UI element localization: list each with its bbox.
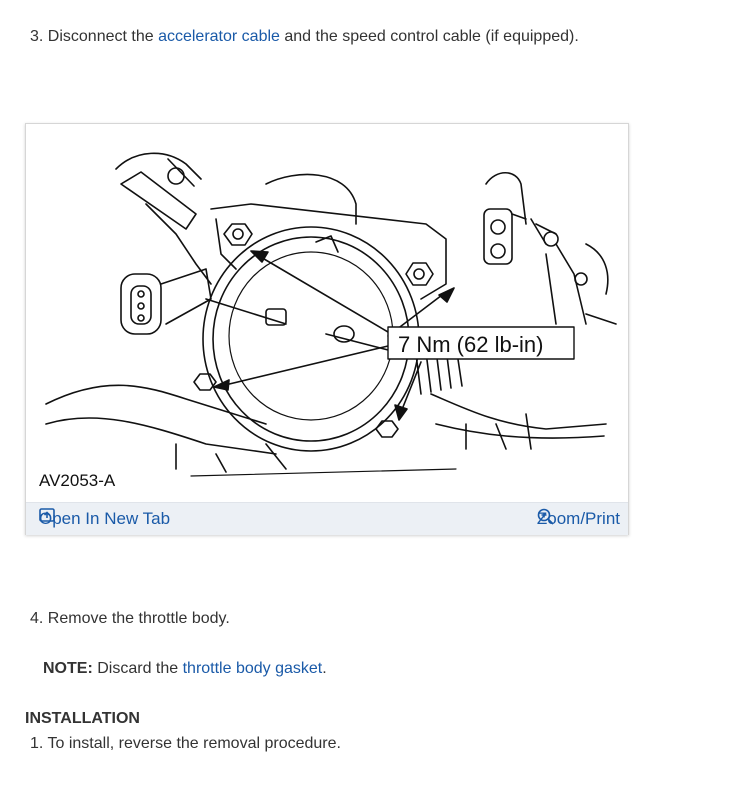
- torque-callout: 7 Nm (62 lb-in): [398, 332, 544, 357]
- note-text: [43, 659, 327, 679]
- open-new-tab-icon: [39, 508, 55, 522]
- figure-id-label: AV2053-A: [39, 471, 116, 490]
- throttle-body-illustration: [26, 124, 628, 502]
- note-prefix: Discard the: [92, 660, 183, 677]
- step-3-suffix: and the speed control cable (if equipped).: [279, 28, 579, 45]
- zoom-print-button[interactable]: [537, 508, 620, 530]
- throttle-body-gasket-link[interactable]: throttle body gasket: [182, 660, 323, 677]
- figure-toolbar: [26, 502, 628, 535]
- open-in-new-tab-button[interactable]: [39, 508, 170, 530]
- step-4-text: 4. Remove the throttle body.: [30, 610, 230, 627]
- step-3-text: [30, 27, 579, 47]
- open-in-new-tab-label: Open In New Tab: [39, 509, 171, 528]
- accelerator-cable-link[interactable]: accelerator cable: [158, 28, 280, 45]
- note-label: NOTE:: [43, 660, 93, 677]
- throttle-body-figure: [25, 123, 629, 535]
- installation-heading: INSTALLATION: [25, 710, 140, 727]
- zoom-print-label: Zoom/Print: [536, 509, 620, 528]
- zoom-plus-icon: [537, 508, 555, 526]
- note-suffix: .: [322, 660, 327, 677]
- install-step-1-text: 1. To install, reverse the removal procedure.: [30, 735, 341, 752]
- step-3-prefix: 3. Disconnect the: [30, 28, 159, 45]
